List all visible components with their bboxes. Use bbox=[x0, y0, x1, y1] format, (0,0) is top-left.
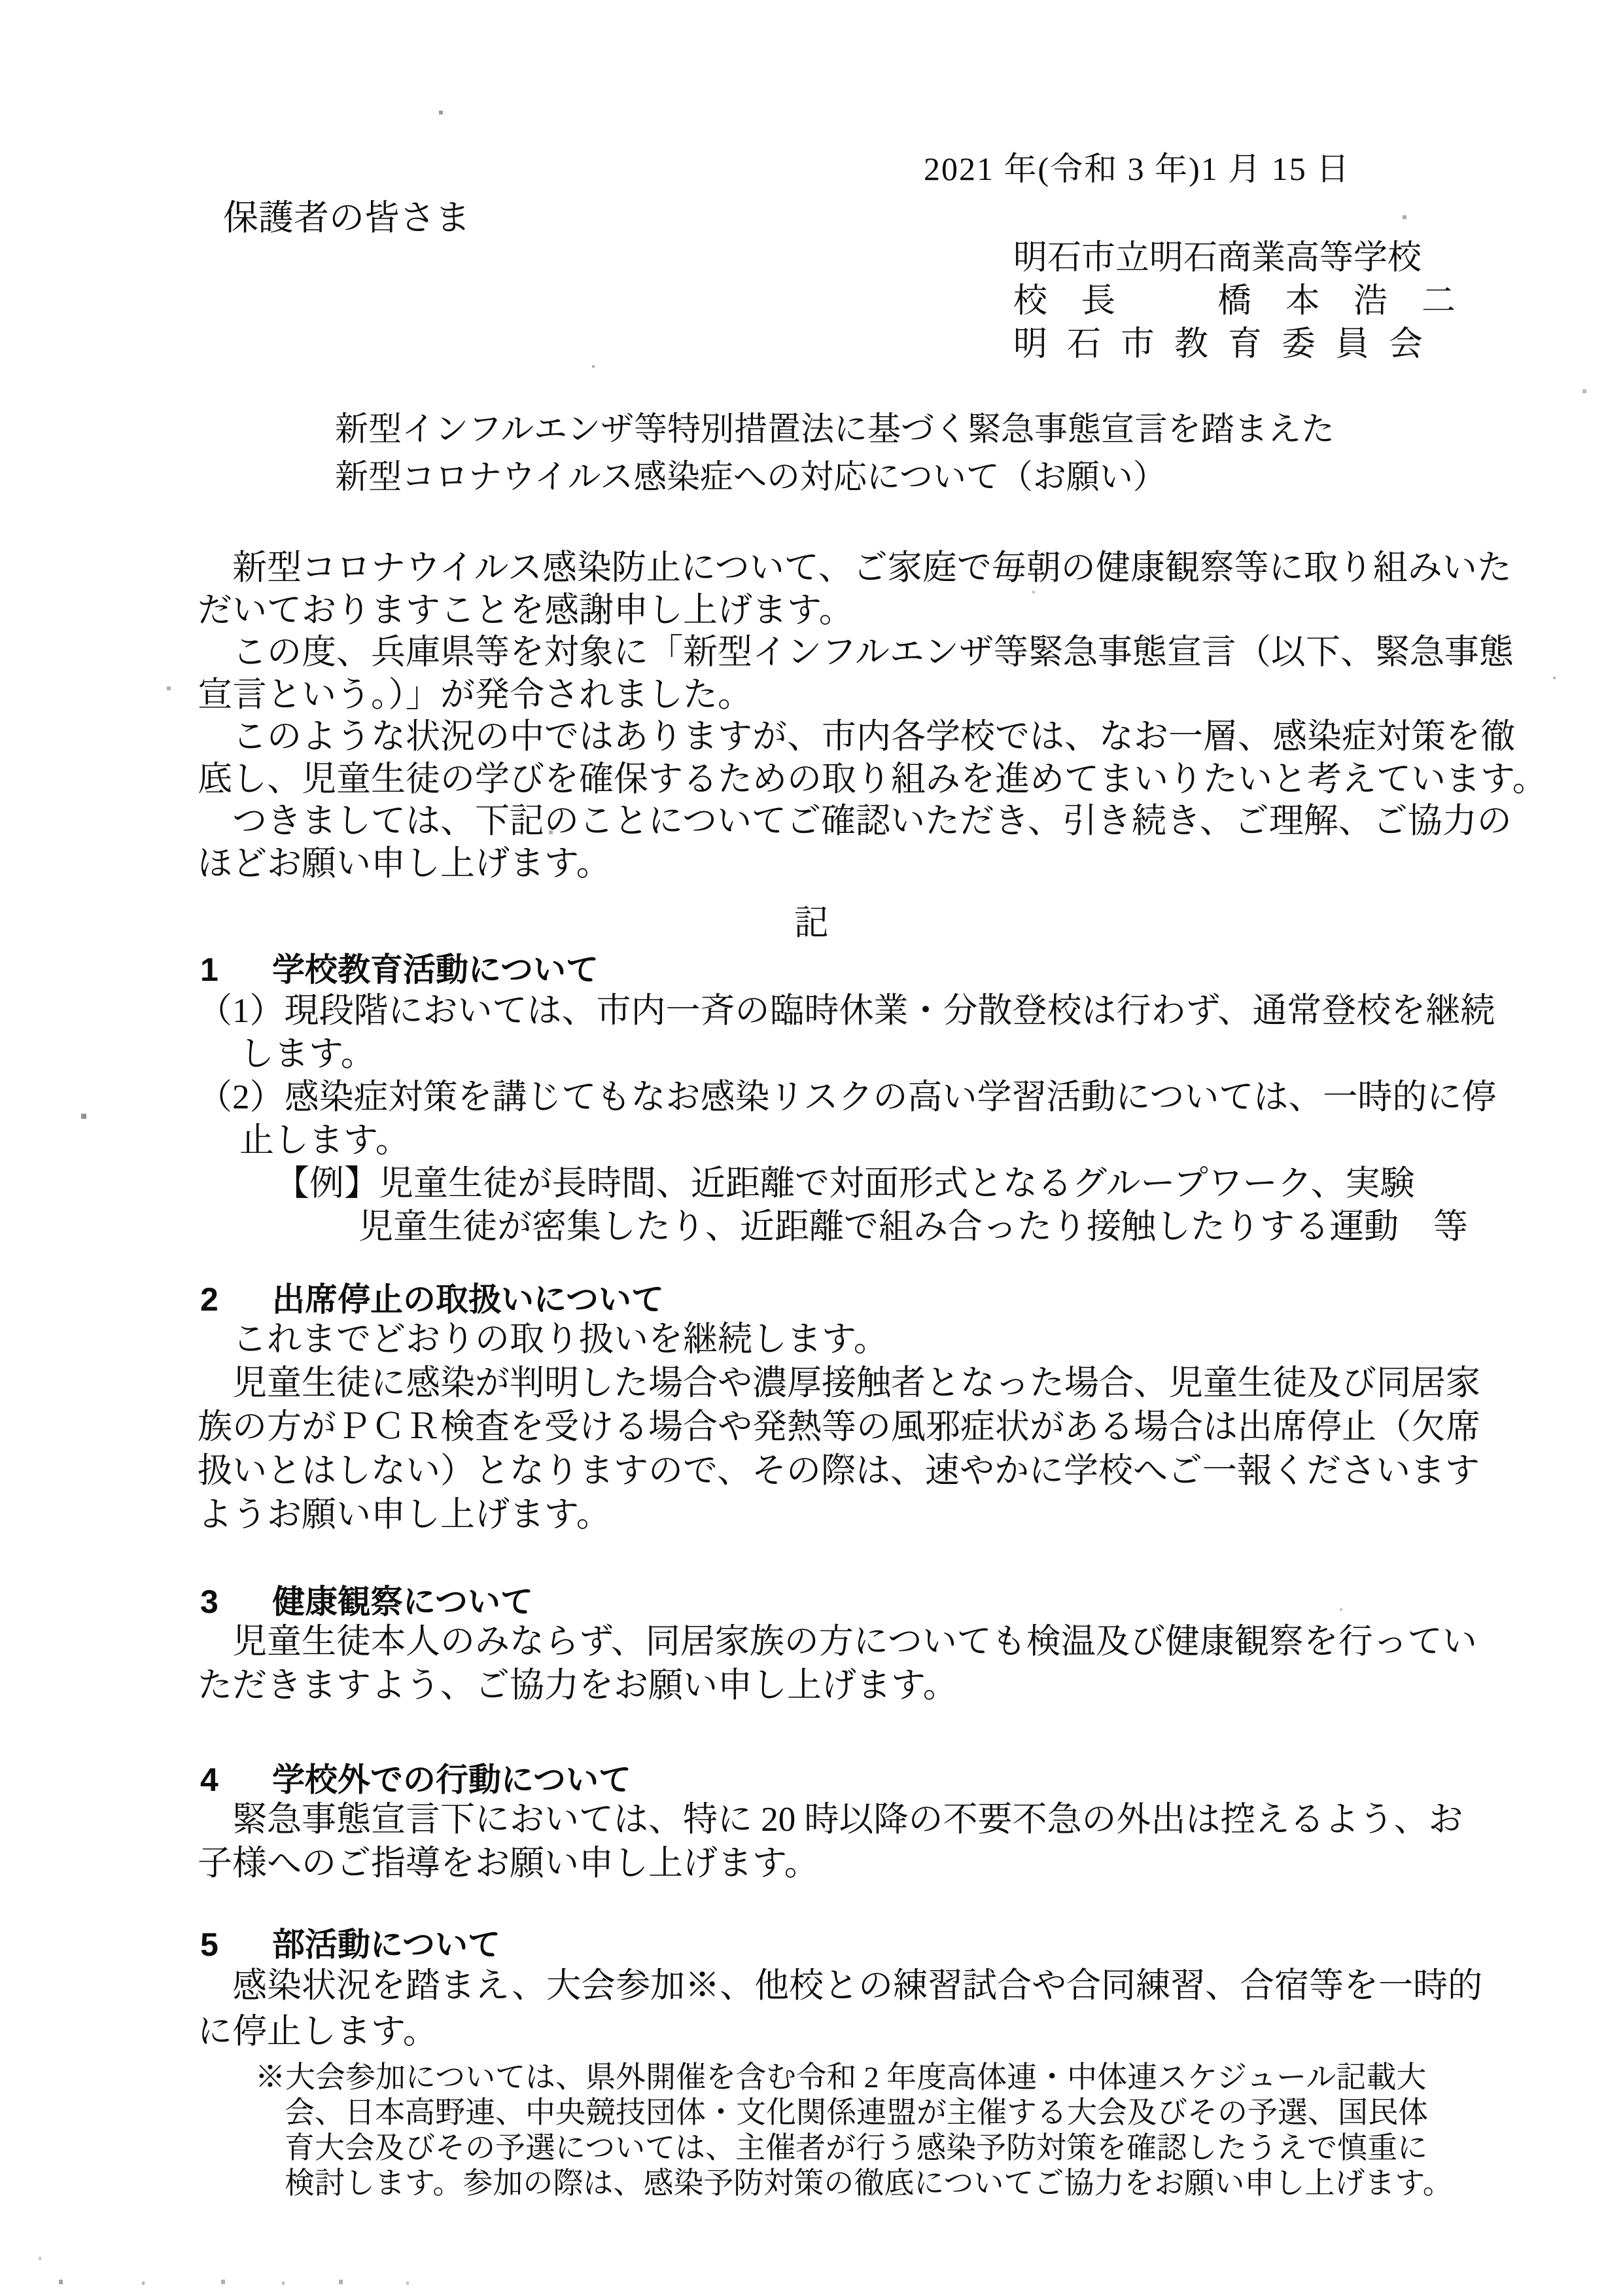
body-line: 感染状況を踏まえ、大会参加※、他校との練習試合や合同練習、合宿等を一時的 bbox=[198, 1967, 1483, 2005]
section-4-body bbox=[198, 1798, 1463, 1886]
body-line: に停止します。 bbox=[198, 2013, 438, 2051]
section-3-number: 3 bbox=[200, 1583, 218, 1620]
body-line: 児童生徒本人のみならず、同居家族の方についても検温及び健康観察を行ってい bbox=[198, 1623, 1477, 1661]
section-1-title: 学校教育活動について bbox=[272, 951, 599, 988]
section-3-body bbox=[198, 1620, 1477, 1708]
body-line: （2）感染症対策を講じてもなお感染リスクの高い学習活動については、一時的に停 bbox=[198, 1078, 1497, 1116]
section-3-heading bbox=[200, 1576, 533, 1623]
date-line: 2021 年(令和 3 年)1 月 15 日 bbox=[924, 150, 1351, 187]
ki-marker: 記 bbox=[794, 904, 829, 942]
doc-title-line-1: 新型インフルエンザ等特別措置法に基づく緊急事態宣言を踏まえた bbox=[335, 412, 1335, 448]
intro-line: つきましては、下記のことについてご確認いただき、引き続き、ご理解、ご協力の bbox=[198, 802, 1512, 840]
example-line: 児童生徒が密集したり、近距離で組み合ったり接触したりする運動 等 bbox=[358, 1208, 1468, 1246]
sender-committee: 明石市教育委員会 bbox=[1013, 326, 1443, 363]
intro-line: このような状況の中ではありますが、市内各学校では、なお一層、感染症対策を徹 bbox=[198, 718, 1515, 756]
section-2-heading bbox=[200, 1273, 664, 1320]
section-5-title: 部活動について bbox=[272, 1926, 500, 1963]
section-2-title: 出席停止の取扱いについて bbox=[272, 1281, 664, 1318]
body-line: 児童生徒に感染が判明した場合や濃厚接触者となった場合、児童生徒及び同居家 bbox=[198, 1364, 1480, 1402]
intro-line: だいておりますことを感謝申し上げます。 bbox=[198, 591, 854, 629]
body-line: これまでどおりの取り扱いを継続します。 bbox=[198, 1320, 888, 1358]
body-line: 子様へのご指導をお願い申し上げます。 bbox=[198, 1845, 819, 1882]
intro-line: 新型コロナウイルス感染防止について、ご家庭で毎朝の健康観察等に取り組みいた bbox=[198, 549, 1512, 587]
section-5-heading bbox=[200, 1918, 500, 1966]
footnote-line: 検討します。参加の際は、感染予防対策の徹底についてご協力をお願い申し上げます。 bbox=[285, 2166, 1453, 2200]
section-2-body bbox=[198, 1318, 1480, 1537]
doc-title bbox=[335, 406, 1335, 502]
section-3-title: 健康観察について bbox=[272, 1583, 533, 1620]
intro-line: この度、兵庫県等を対象に「新型インフルエンザ等緊急事態宣言（以下、緊急事態 bbox=[198, 633, 1514, 671]
section-2-number: 2 bbox=[200, 1281, 218, 1318]
body-line: します。 bbox=[239, 1035, 375, 1073]
body-line: ようお願い申し上げます。 bbox=[198, 1496, 611, 1534]
scan-noise-smudges bbox=[0, 2281, 1, 2283]
body-line: ただきますよう、ご協力をお願い申し上げます。 bbox=[198, 1667, 958, 1704]
doc-title-line-2: 新型コロナウイルス感染症への対応について（お願い） bbox=[335, 459, 1166, 496]
intro-line: ほどお願い申し上げます。 bbox=[198, 844, 611, 883]
body-line: 緊急事態宣言下においては、特に 20 時以降の不要不急の外出は控えるよう、お bbox=[198, 1801, 1463, 1839]
body-line: （1）現段階においては、市内一斉の臨時休業・分散登校は行わず、通常登校を継続 bbox=[198, 992, 1495, 1030]
sender-school: 明石市立明石商業高等学校 bbox=[1013, 239, 1422, 277]
body-line: 扱いとはしない）となりますので、その際は、速やかに学校へご一報くださいます bbox=[198, 1452, 1480, 1490]
example-line: 【例】児童生徒が長時間、近距離で対面形式となるグループワーク、実験 bbox=[275, 1165, 1415, 1203]
section-4-title: 学校外での行動について bbox=[272, 1761, 631, 1798]
section-1-body bbox=[198, 989, 1496, 1248]
section-1-heading bbox=[200, 944, 599, 991]
body-line: 族の方がＰＣＲ検査を受ける場合や発熱等の風邪症状がある場合は出席停止（欠席 bbox=[198, 1408, 1480, 1446]
footnote-line: 育大会及びその予選については、主催者が行う感染予防対策を確認したうえで慎重に bbox=[285, 2131, 1428, 2164]
footnote-line: 会、日本高野連、中央競技団体・文化関係連盟が主催する大会及びその予選、国民体 bbox=[285, 2096, 1428, 2129]
footnote-line: ※大会参加については、県外開催を含む令和 2 年度高体連・中体連スケジュール記載大 bbox=[255, 2060, 1427, 2094]
section-4-number: 4 bbox=[200, 1761, 218, 1798]
intro-line: 底し、児童生徒の学びを確保するための取り組みを進めてまいりたいと考えています。 bbox=[198, 760, 1547, 798]
sender-principal: 校 長 橋 本 浩 二 bbox=[1013, 283, 1456, 320]
body-line: 止します。 bbox=[239, 1122, 410, 1159]
section-1-number: 1 bbox=[200, 951, 218, 988]
intro-paragraphs bbox=[198, 547, 1547, 885]
sender-block bbox=[1013, 237, 1456, 366]
recipient-line: 保護者の皆さま bbox=[223, 198, 470, 238]
section-5-body bbox=[198, 1963, 1482, 2055]
intro-line: 宣言という。）」が発令されました。 bbox=[198, 675, 752, 714]
section-4-heading bbox=[200, 1754, 631, 1801]
section-5-number: 5 bbox=[200, 1926, 218, 1963]
scan-noise-specks bbox=[0, 0, 3, 3]
footnote-block bbox=[255, 2060, 1453, 2201]
